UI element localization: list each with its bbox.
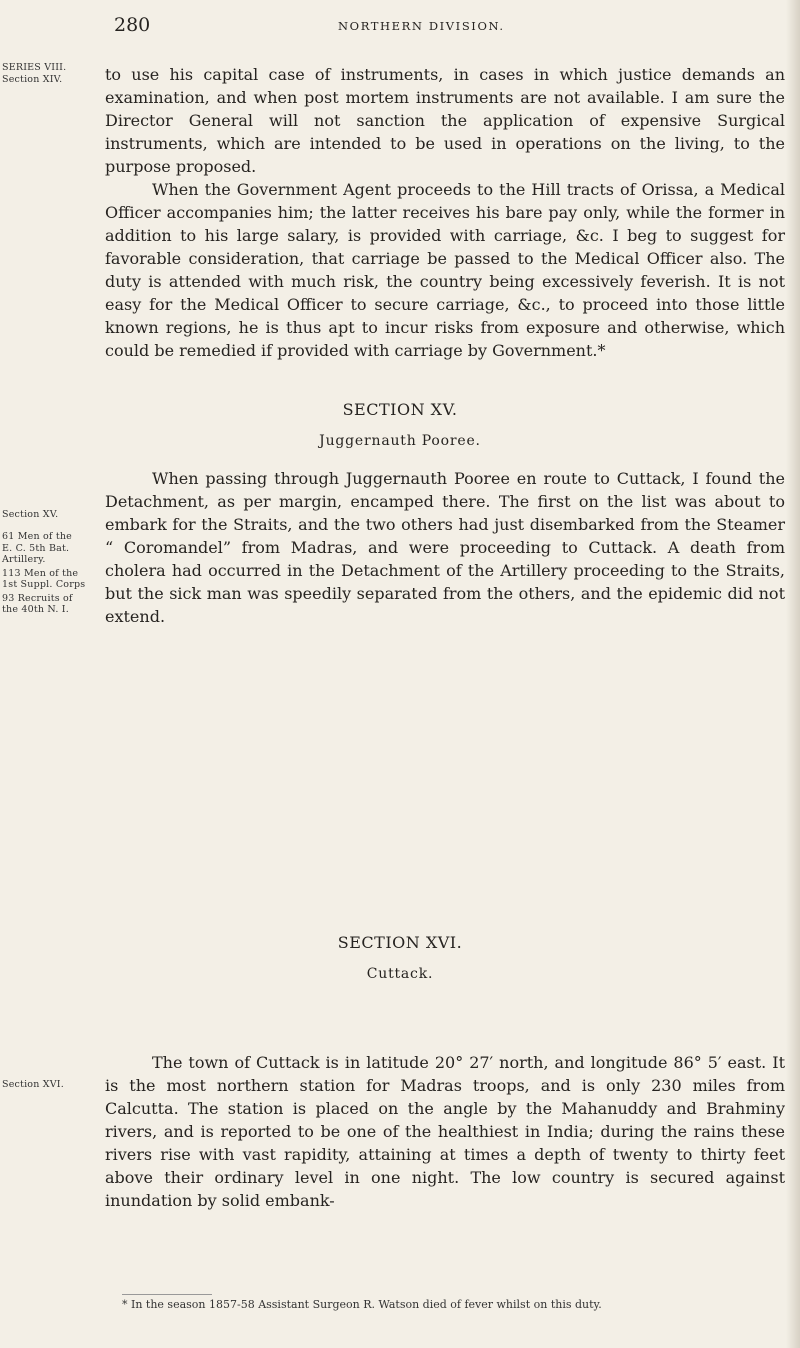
footnote-rule [122,1294,212,1295]
margin-note-recruits-1: 93 Recruits of [2,593,73,604]
margin-note-section-xv: Section XV. [2,509,59,520]
section-xvi-heading: SECTION XVI. [337,933,463,952]
paragraph-instruments: to use his capital case of instruments, in cases in which justice demands an examination, and when post mortem instruments are not available. I am sure the Director General will not sanction the application of expensive Surgical instruments, which are intended to be used in operations on the living, to the purpose proposed. [105,65,785,176]
paragraph-government-agent: When the Government Agent proceeds to the Hill tracts of Orissa, a Medical Officer accompanies him; the latter receives his bare pay only, while the former in addition to his large salary, is provided with carriage, &c. I beg to suggest for favorable consideration, that carriage be passed to the Medical Officer also. The duty is attended with much risk, the country being excessively feverish. It is not easy for the Medical Officer to secure carriage, &c., to proceed into those little known regions, he is thus apt to incur risks from exposure and otherwise, which could be remedied if provided with carriage by Government.* [105,180,785,360]
page-edge-shadow [786,0,800,1348]
page-number: 280 [114,14,151,36]
margin-note-section-xvi: Section XVI. [2,1079,64,1090]
section-xvi-title: Cuttack. [366,966,434,982]
footnote: * In the season 1857-58 Assistant Surgeon R. Watson died of fever whilst on this duty. [122,1298,602,1311]
margin-note-men-of-the: 61 Men of the [2,531,73,542]
margin-note-recruits-2: the 40th N. I. [2,604,69,615]
margin-note-suppl-2: 1st Suppl. Corps [2,579,86,590]
section-xv-heading: SECTION XV. [342,400,458,419]
paragraph-juggernauth: When passing through Juggernauth Pooree en route to Cuttack, I found the Detachment, as per margin, encamped there. The first on the list was about to embark for the Straits, and the two others had just disembarked from the Steamer “ Coromandel” from Madras, and were proceeding to Cuttack. A death from cholera had occurred in the Detachment of the Artillery proceeding to the Straits, but the sick man was speedily separated from the others, and the epidemic did not extend. [105,469,785,626]
page-header [0,10,800,38]
margin-note-series: SERIES VIII. [2,62,67,73]
margin-note-section-xiv: Section XIV. [2,74,63,85]
margin-note-artillery-2: Artillery. [2,554,46,565]
margin-note-artillery-1: E. C. 5th Bat. [2,543,70,554]
paragraph-cuttack: The town of Cuttack is in latitude 20° 27′ north, and longitude 86° 5′ east. It is the most northern station for Madras troops, and is only 230 miles from Calcutta. The station is placed on the angle by the Mahanuddy and Brahminy rivers, and is reported to be one of the healthiest in India; during the rains these rivers rise with vast rapidity, attaining at times a depth of twenty to thirty feet above their ordinary level in one night. The low country is secured against inundation by solid embank- [105,1053,785,1210]
margin-note-suppl-1: 113 Men of the [2,568,79,579]
section-xv-title: Juggernauth Pooree. [319,433,481,449]
running-head: NORTHERN DIVISION. [338,19,505,33]
